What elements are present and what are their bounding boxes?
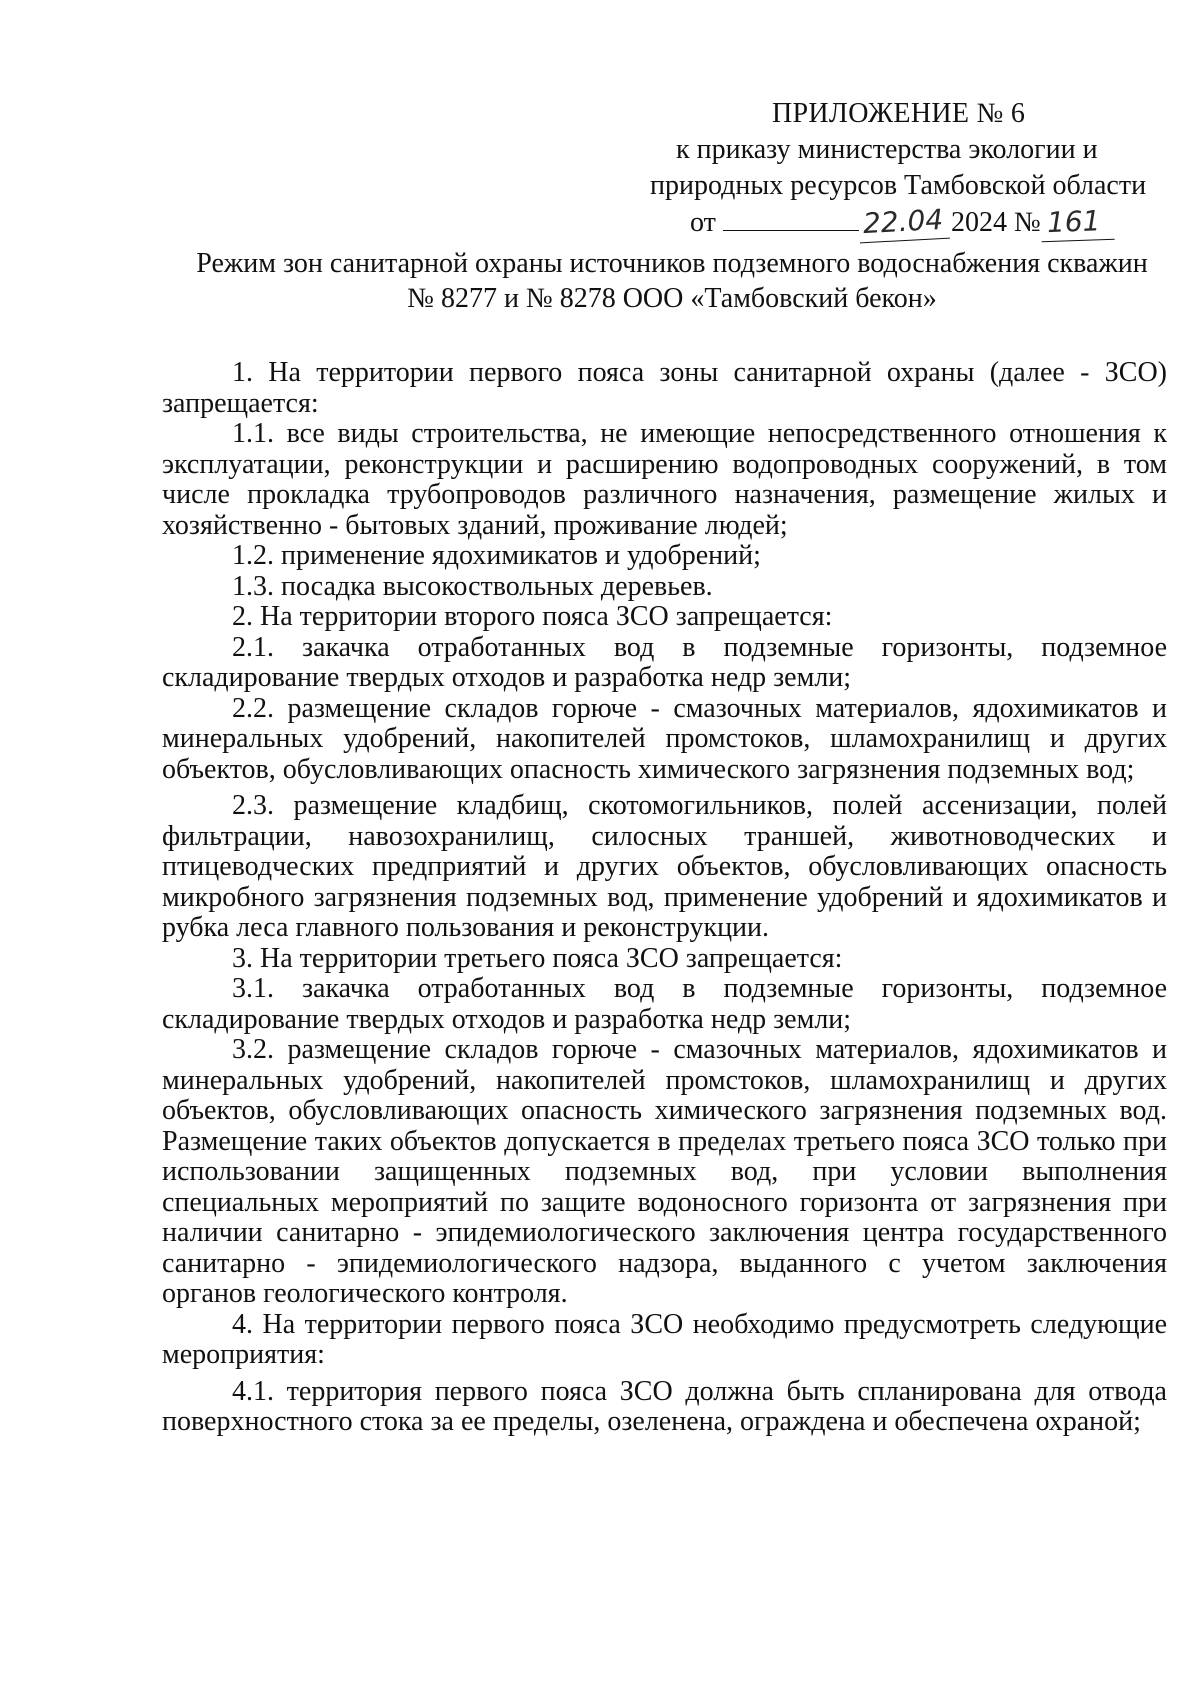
from-label: от: [690, 207, 716, 238]
paragraph-4: 4. На территории первого пояса ЗСО необходимо предусмотреть следующие мероприятия:: [162, 1308, 1167, 1370]
paragraph-3-1: 3.1. закачка отработанных вод в подземные горизонты, подземное складирование твердых отходов и разработка недр земли;: [162, 973, 1167, 1035]
appendix-order-line: к приказу министерства экологии и: [676, 134, 1098, 165]
document-body: [162, 358, 1167, 1438]
document-title-line-2: № 8277 и № 8278 ООО «Тамбовский бекон»: [407, 283, 937, 314]
appendix-ministry-line: природных ресурсов Тамбовской области: [650, 170, 1147, 201]
paragraph-3-2: 3.2. размещение складов горюче - смазочных материалов, ядохимикатов и минеральных удобрений, накопителей промстоков, шламохранилищ и других объектов, обусловливающих опасность химического загрязнения подземных вод. Размещение таких объектов допускается в пределах третьего пояса ЗСО только при использовании защищенных подземных вод, при условии выполнения специальных мероприятий по защите водоносного горизонта от загрязнения при наличии санитарно - эпидемиологического заключения центра государственного санитарно - эпидемиологического надзора, выданного с учетом заключения органов геологического контроля.: [162, 1034, 1167, 1309]
document-title: [172, 246, 1172, 316]
paragraph-2-2: 2.2. размещение складов горюче - смазочных материалов, ядохимикатов и минеральных удобрений, накопителей промстоков, шламохранилищ и других объектов, обусловливающих опасность химического загрязнения подземных вод;: [162, 692, 1167, 785]
appendix-header: [650, 96, 1170, 241]
paragraph-2: 2. На территории второго пояса ЗСО запрещается:: [232, 601, 833, 632]
handwritten-order-number: 161: [1040, 203, 1115, 243]
paragraph-2-1: 2.1. закачка отработанных вод в подземные горизонты, подземное складирование твердых отходов и разработка недр земли;: [162, 631, 1167, 693]
appendix-title: ПРИЛОЖЕНИЕ № 6: [772, 98, 1026, 129]
date-blank-underline: [723, 210, 859, 231]
paragraph-1-2: 1.2. применение ядохимикатов и удобрений;: [232, 540, 761, 571]
paragraph-1-1: 1.1. все виды строительства, не имеющие непосредственного отношения к эксплуатации, реконструкции и расширению водопроводных сооружений, в том числе прокладка трубопроводов различного назначения, размещение жилых и хозяйственно - бытовых зданий, проживание людей;: [162, 418, 1167, 541]
year-and-number-label: 2024 №: [951, 207, 1041, 238]
paragraph-3: 3. На территории третьего пояса ЗСО запрещается:: [232, 942, 843, 974]
paragraph-1-3: 1.3. посадка высокоствольных деревьев.: [232, 570, 713, 602]
paragraph-4-1: 4.1. территория первого пояса ЗСО должна быть спланирована для отвода поверхностного стока за ее пределы, озеленена, ограждена и обеспечена охраной;: [162, 1375, 1167, 1437]
handwritten-date: 22.04: [858, 202, 950, 244]
appendix-date-line: [650, 204, 1170, 241]
document-title-line-1: Режим зон санитарной охраны источников подземного водоснабжения скважин: [196, 248, 1148, 279]
paragraph-1: 1. На территории первого пояса зоны санитарной охраны (далее - ЗСО) запрещается:: [162, 357, 1167, 419]
paragraph-2-3: 2.3. размещение кладбищ, скотомогильников, полей ассенизации, полей фильтрации, навозохранилищ, силосных траншей, животноводческих и птицеводческих предприятий и других объектов, обусловливающих опасность микробного загрязнения подземных вод, применение удобрений и ядохимикатов и рубка леса главного пользования и реконструкции.: [162, 790, 1167, 943]
